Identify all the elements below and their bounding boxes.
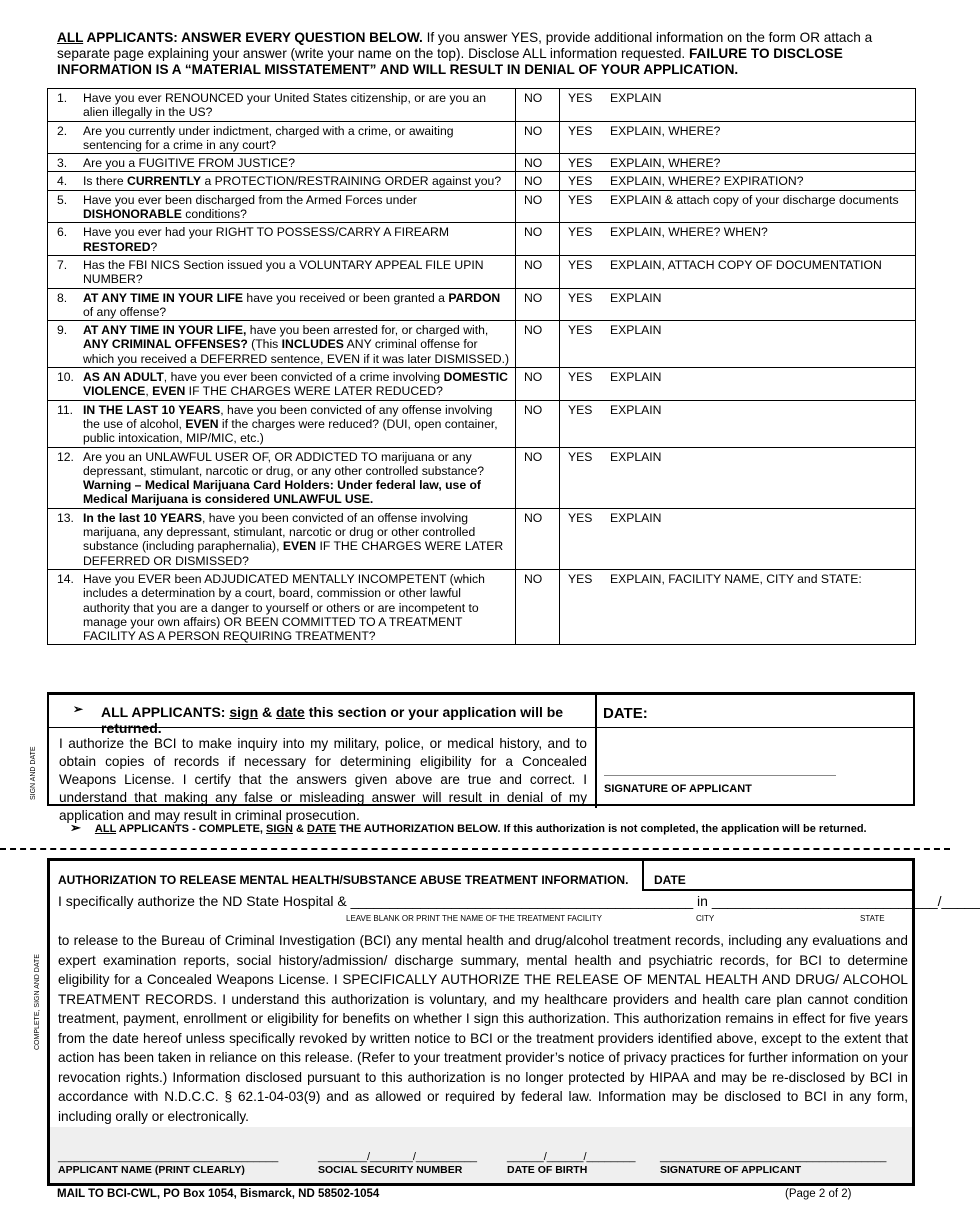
question-row — [48, 368, 916, 401]
no-option[interactable]: NO — [516, 89, 560, 122]
question-text-part: if the charges were reduced? (DUI, open container, public intoxication, MIP/MIC, etc.) — [83, 416, 498, 446]
question-row — [48, 89, 916, 122]
ssn-field[interactable]: ________/_______/__________ — [318, 1151, 478, 1163]
question-text-part: CURRENTLY — [127, 174, 202, 189]
yes-option[interactable]: YES — [560, 447, 605, 508]
no-option[interactable]: NO — [516, 190, 560, 223]
page-number: (Page 2 of 2) — [785, 1188, 852, 1200]
explain-field[interactable]: EXPLAIN & attach copy of your discharge documents — [604, 190, 916, 223]
sign-head-b: this section or your application will be returned. — [101, 704, 564, 736]
question-text-part: Have you ever had your RIGHT TO POSSESS/CARRY A FIREARM — [83, 225, 449, 240]
no-option[interactable]: NO — [516, 288, 560, 321]
question-text-part: conditions? — [181, 207, 247, 222]
question-text-part: Are you an UNLAWFUL USER OF, OR ADDICTED TO marijuana or any depressant, stimulant, narcotic or drug, or any other controlled substance? — [83, 449, 485, 478]
instructions-paragraph — [57, 30, 917, 78]
question-number: 1. — [48, 89, 78, 122]
question-text-part: Have you ever RENOUNCED your United States citizenship, or are you an alien illegally in the US? — [83, 91, 487, 120]
no-option[interactable]: NO — [516, 368, 560, 401]
signature-field[interactable]: _____________________________________ — [660, 1151, 887, 1163]
divider — [595, 728, 597, 808]
yes-option[interactable]: YES — [560, 508, 605, 569]
question-text-part: , have you been convicted of any offense involving the use of alcohol, — [83, 402, 493, 431]
question-number: 7. — [48, 255, 78, 288]
explain-field[interactable]: EXPLAIN — [604, 321, 916, 368]
question-row — [48, 223, 916, 256]
no-option[interactable]: NO — [516, 569, 560, 644]
facility-field[interactable]: ____________________________________________ — [350, 893, 694, 909]
release-date-field[interactable] — [642, 861, 914, 891]
yes-option[interactable]: YES — [560, 190, 605, 223]
question-text-part: Is there — [83, 174, 128, 189]
all-word: ALL — [94, 823, 117, 835]
explain-field[interactable]: EXPLAIN — [604, 288, 916, 321]
question-text-part: In the last 10 YEARS — [83, 510, 202, 525]
release-authorization — [47, 858, 980, 1186]
question-text-part: Are you currently under indictment, charged with a crime, or awaiting sentencing for a crime in any court? — [83, 123, 454, 152]
question-text — [77, 321, 516, 368]
yes-option[interactable]: YES — [560, 255, 605, 288]
sign-date-label: DATE: — [603, 705, 648, 722]
question-row — [48, 508, 916, 569]
question-row — [48, 288, 916, 321]
explain-field[interactable]: EXPLAIN, WHERE? — [604, 121, 916, 154]
authorization-text: I authorize the BCI to make inquiry into my military, police, or medical history, and to obtain copies of records if necessary for determining eligibility for a Concealed Weapons License. I certify that the answers given above are true and correct. I understand that making any false or misleading answer will result in denial of my application and may result in criminal prosecution. — [59, 736, 587, 823]
question-text-part: EVEN — [152, 384, 186, 399]
question-row — [48, 569, 916, 644]
no-option[interactable]: NO — [516, 172, 560, 190]
no-option[interactable]: NO — [516, 508, 560, 569]
explain-field[interactable]: EXPLAIN — [604, 368, 916, 401]
signature-field[interactable] — [604, 775, 836, 776]
dob-field[interactable]: ______/______/________ — [507, 1151, 636, 1163]
question-text — [77, 255, 516, 288]
in-word: in — [693, 893, 712, 909]
sign-section-header — [49, 695, 597, 736]
facility-caption: LEAVE BLANK OR PRINT THE NAME OF THE TREATMENT FACILITY — [346, 914, 602, 923]
cut-line — [0, 848, 950, 850]
question-row — [48, 447, 916, 508]
explain-field[interactable]: EXPLAIN — [604, 89, 916, 122]
question-text — [77, 569, 516, 644]
no-option[interactable]: NO — [516, 447, 560, 508]
arrow-icon: ➢ — [73, 702, 84, 716]
question-text-part: of any offense? — [83, 304, 167, 319]
sign-head-amp: & — [258, 704, 277, 720]
question-number: 11. — [48, 400, 78, 447]
all-line-sign: SIGN — [266, 823, 293, 835]
question-text-part: DISHONORABLE — [83, 207, 182, 222]
question-text-part: Has the FBI NICS Section issued you a VOLUNTARY APPEAL FILE UPIN NUMBER? — [83, 257, 484, 287]
explain-field[interactable]: EXPLAIN, FACILITY NAME, CITY and STATE: — [604, 569, 916, 644]
city-state-field[interactable]: _____________________________/_____ — [711, 893, 980, 909]
question-row — [48, 154, 916, 172]
city-caption: CITY — [696, 914, 715, 923]
yes-option[interactable]: YES — [560, 569, 605, 644]
question-text-part: (This — [247, 337, 282, 352]
side-label-sign: SIGN AND DATE — [30, 746, 37, 800]
state-caption: STATE — [860, 914, 885, 923]
question-text-part: AT ANY TIME IN YOUR LIFE, — [83, 323, 247, 338]
explain-field[interactable]: EXPLAIN, ATTACH COPY OF DOCUMENTATION — [604, 255, 916, 288]
yes-option[interactable]: YES — [560, 172, 605, 190]
question-text — [77, 121, 516, 154]
question-text — [77, 172, 516, 190]
sign-head-date: date — [276, 704, 305, 720]
question-text-part: IF THE CHARGES WERE LATER REDUCED? — [185, 384, 443, 399]
question-text — [77, 368, 516, 401]
no-option[interactable]: NO — [516, 223, 560, 256]
question-text — [77, 190, 516, 223]
sign-section — [47, 692, 915, 823]
question-row — [48, 321, 916, 368]
ssn-label: SOCIAL SECURITY NUMBER — [318, 1164, 463, 1176]
question-text-part: AT ANY TIME IN YOUR LIFE — [83, 290, 244, 305]
question-row — [48, 172, 916, 190]
question-text-part: IF THE CHARGES WERE LATER DEFERRED OR DISMISSED? — [83, 539, 504, 568]
question-text — [77, 447, 516, 508]
yes-option[interactable]: YES — [560, 321, 605, 368]
authorization-instruction — [70, 820, 867, 836]
question-text — [77, 400, 516, 447]
question-text-part: ANY CRIMINAL OFFENSES? — [83, 337, 248, 352]
yes-option[interactable]: YES — [560, 223, 605, 256]
question-text — [77, 288, 516, 321]
applicant-name-label: APPLICANT NAME (PRINT CLEARLY) — [58, 1164, 245, 1176]
question-text-part: , have you ever been convicted of a crime involving — [163, 370, 444, 385]
yes-option[interactable]: YES — [560, 89, 605, 122]
question-number: 5. — [48, 190, 78, 223]
no-option[interactable]: NO — [516, 121, 560, 154]
question-text-part: Have you EVER been ADJUDICATED MENTALLY INCOMPETENT (which includes a determination by a court, board, commission or other lawful authority that you are a danger to yourself or others or are incompetent to manage your own affairs) OR BEEN COMMITTED TO A TREATMENT FACILITY AS A PERSON REQUIRING TREATMENT? — [83, 571, 485, 644]
question-text-part: EVEN — [282, 539, 317, 554]
question-text-part: have you been arrested for, or charged with, — [246, 323, 489, 338]
yes-option[interactable]: YES — [560, 288, 605, 321]
question-number: 3. — [48, 154, 78, 172]
explain-field[interactable]: EXPLAIN, WHERE? — [604, 154, 916, 172]
release-body: to release to the Bureau of Criminal Investigation (BCI) any mental health and drug/alcohol treatment records, including any evaluations and expert examination reports, social history/admission/ discharge summary, mental health and psychiatric records, for BCI to determine eligibility for a Concealed Weapons License. I SPECIFICALLY AUTHORIZE THE RELEASE OF MENTAL HEALTH AND DRUG/ ALCOHOL TREATMENT RECORDS. I understand this authorization is voluntary, and my healthcare providers and health care plan cannot condition treatment, payment, enrollment or eligibility for benefits on whether I sign this authorization. This authorization remains in effect for five years from the date hereof unless specifically revoked by written notice to BCI or the treatment providers identified above, except to the extent that action has been taken in reliance on this release. (Refer to your treatment provider’s notice of privacy practices for further information on your revocation rights.) Information disclosed pursuant to this authorization is no longer protected by HIPAA and may be re-disclosed by BCI in accordance with N.D.C.C. § 62.1-04-03(9) and as allowed or required by federal law. Information may be disclosed to BCI in any form, including orally or electronically. — [58, 933, 908, 1124]
question-number: 8. — [48, 288, 78, 321]
question-row — [48, 190, 916, 223]
mailing-address: MAIL TO BCI-CWL, PO Box 1054, Bismarck, ND 58502-1054 — [57, 1188, 380, 1200]
no-option[interactable]: NO — [516, 400, 560, 447]
facility-line — [58, 893, 980, 909]
release-title: AUTHORIZATION TO RELEASE MENTAL HEALTH/SUBSTANCE ABUSE TREATMENT INFORMATION. — [58, 873, 629, 887]
spec-text: I specifically authorize the ND State Hospital & — [58, 893, 351, 909]
question-number: 14. — [48, 569, 78, 644]
yes-option[interactable]: YES — [560, 400, 605, 447]
question-text-part: Warning – Medical Marijuana Card Holders: Under federal law, use of Medical Marijuana is considered UNLAWFUL USE. — [83, 478, 481, 507]
intro-lead: APPLICANTS: ANSWER EVERY QUESTION BELOW. — [83, 30, 423, 45]
explain-field[interactable]: EXPLAIN — [604, 400, 916, 447]
question-number: 6. — [48, 223, 78, 256]
signature-label: SIGNATURE OF APPLICANT — [604, 783, 752, 795]
explain-field[interactable]: EXPLAIN, WHERE? WHEN? — [604, 223, 916, 256]
explain-field[interactable]: EXPLAIN — [604, 447, 916, 508]
sign-head-sign: sign — [229, 704, 259, 720]
question-text-part: DOMESTIC VIOLENCE — [83, 370, 508, 399]
no-option[interactable]: NO — [516, 154, 560, 172]
question-text — [77, 154, 516, 172]
all-line-b: THE AUTHORIZATION BELOW. If this authorization is not completed, the application will be returned. — [336, 823, 867, 835]
sign-head-a: ALL APPLICANTS: — [101, 704, 230, 720]
intro-all: ALL — [57, 30, 84, 45]
question-text-part: EVEN — [185, 416, 219, 431]
question-text-part: RESTORED — [83, 239, 151, 254]
question-number: 10. — [48, 368, 78, 401]
question-row — [48, 400, 916, 447]
intro-body: If you answer YES, provide additional information on the form OR attach a separate page explaining your answer (write your name on the top). Disclose ALL information requested. — [57, 30, 873, 61]
question-text-part: Have you ever been discharged from the Armed Forces under — [83, 192, 417, 207]
explain-field[interactable]: EXPLAIN — [604, 508, 916, 569]
all-line-date: DATE — [307, 823, 337, 835]
question-number: 9. — [48, 321, 78, 368]
intro-warning: FAILURE TO DISCLOSE INFORMATION IS A “MATERIAL MISSTATEMENT” AND WILL RESULT IN DENIAL OF YOUR APPLICATION. — [57, 46, 843, 77]
question-text-part: AS AN ADULT — [83, 370, 164, 385]
explain-field[interactable]: EXPLAIN, WHERE? EXPIRATION? — [604, 172, 916, 190]
arrow-icon: ➢ — [70, 820, 81, 835]
no-option[interactable]: NO — [516, 255, 560, 288]
question-text-part: Are you a FUGITIVE FROM JUSTICE? — [83, 156, 295, 171]
question-number: 4. — [48, 172, 78, 190]
yes-option[interactable]: YES — [560, 368, 605, 401]
question-text-part: , — [145, 384, 153, 399]
signature-label: SIGNATURE OF APPLICANT — [660, 1164, 802, 1176]
side-label-complete: COMPLETE, SIGN AND DATE — [34, 954, 41, 1050]
question-text-part: , have you been convicted of an offense involving marijuana, any depressant, stimulant, narcotic or drug or other controlled substance (including paraphernalia), — [83, 510, 476, 554]
question-text-part: PARDON — [448, 290, 501, 305]
yes-option[interactable]: YES — [560, 154, 605, 172]
question-number: 2. — [48, 121, 78, 154]
all-line-amp: & — [292, 823, 307, 835]
question-number: 12. — [48, 447, 78, 508]
question-row — [48, 121, 916, 154]
question-text-part: have you received or been granted a — [243, 290, 449, 305]
dob-label: DATE OF BIRTH — [507, 1164, 588, 1176]
all-line-a: APPLICANTS - COMPLETE, — [116, 823, 267, 835]
release-date-label: DATE — [654, 873, 686, 887]
yes-option[interactable]: YES — [560, 121, 605, 154]
question-text-part: INCLUDES — [281, 337, 344, 352]
no-option[interactable]: NO — [516, 321, 560, 368]
question-text — [77, 89, 516, 122]
applicant-name-field[interactable]: ____________________________________ — [58, 1151, 279, 1163]
question-text-part: ? — [150, 239, 158, 254]
question-number: 13. — [48, 508, 78, 569]
question-text-part: a PROTECTION/RESTRAINING ORDER against you? — [201, 174, 502, 189]
question-text — [77, 508, 516, 569]
questions-table — [47, 88, 916, 645]
question-text-part: IN THE LAST 10 YEARS — [83, 402, 221, 417]
question-text — [77, 223, 516, 256]
question-text-part: ANY criminal offense for which you received a DEFERRED sentence, EVEN if it was later DISMISSED.) — [83, 337, 510, 366]
sign-date-field[interactable] — [597, 695, 913, 728]
question-row — [48, 255, 916, 288]
